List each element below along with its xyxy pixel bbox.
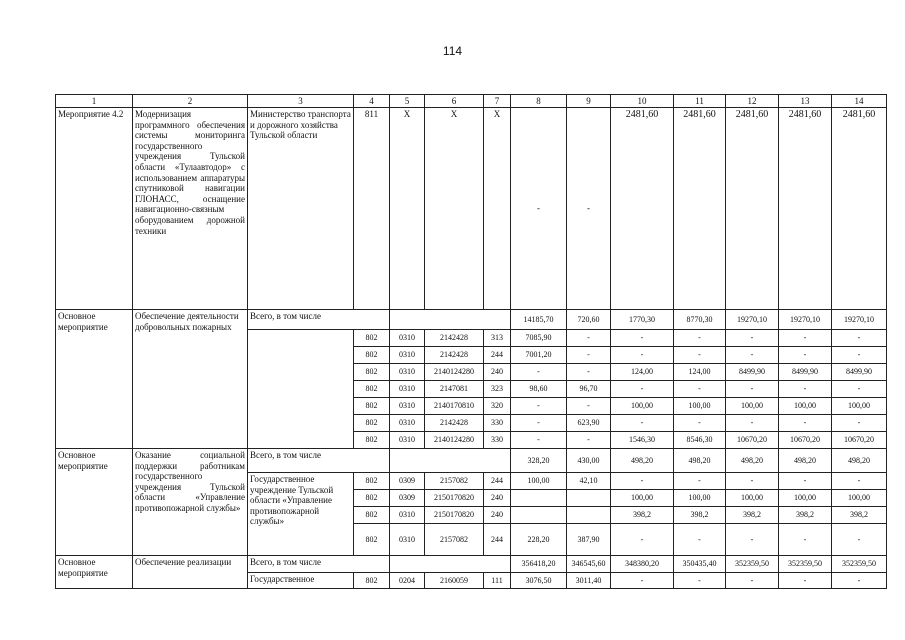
event-type: Основное мероприятие (56, 449, 133, 556)
header-cell: 6 (425, 95, 484, 108)
cell-grbs: 802 (354, 507, 390, 524)
cell-grbs: 802 (354, 524, 390, 556)
cell-vr: 244 (484, 347, 511, 364)
cell-vr: 323 (484, 381, 511, 398)
value-cell: - (726, 524, 779, 556)
value-cell: 398,2 (832, 507, 887, 524)
header-cell: 4 (354, 95, 390, 108)
cell-vr: 240 (484, 364, 511, 381)
cell-vr: 240 (484, 507, 511, 524)
cell-grbs: 802 (354, 381, 390, 398)
table-row (56, 449, 887, 473)
value-cell: - (779, 473, 832, 490)
value-cell: 8499,90 (726, 364, 779, 381)
cell-rzpr: 0310 (390, 415, 425, 432)
event-type: Основное мероприятие (56, 556, 133, 589)
value-cell: 350435,40 (674, 556, 726, 573)
cell-rzpr: 0310 (390, 364, 425, 381)
executor: Государственное учреждение Тульской области «Управление противопожарной службы» (248, 473, 354, 556)
cell-grbs: 802 (354, 347, 390, 364)
value-cell: - (567, 347, 611, 364)
value-cell: 356418,20 (511, 556, 567, 573)
value-cell: - (832, 347, 887, 364)
event-name: Обеспечение деятельности добровольных пожарных (133, 310, 248, 449)
budget-table (55, 94, 887, 589)
cell-vr: 111 (484, 573, 511, 589)
cell-vr: Х (484, 108, 511, 310)
value-cell: 100,00 (726, 490, 779, 507)
value-cell: 387,90 (567, 524, 611, 556)
value-cell: 2481,60 (674, 108, 726, 310)
header-cell: 8 (511, 95, 567, 108)
total-label: Всего, в том числе (248, 556, 390, 573)
value-cell: - (779, 415, 832, 432)
value-cell: 8499,90 (832, 364, 887, 381)
value-cell: - (511, 415, 567, 432)
value-cell: 1546,30 (611, 432, 674, 449)
header-cell: 2 (133, 95, 248, 108)
value-cell (567, 490, 611, 507)
value-cell: 96,70 (567, 381, 611, 398)
cell-rzpr: Х (390, 108, 425, 310)
value-cell: 100,00 (832, 398, 887, 415)
cell-grbs: 802 (354, 330, 390, 347)
value-cell: 498,20 (611, 449, 674, 473)
value-cell (511, 507, 567, 524)
value-cell: - (674, 473, 726, 490)
value-cell: 100,00 (779, 398, 832, 415)
value-cell: 498,20 (779, 449, 832, 473)
value-cell: - (779, 330, 832, 347)
header-cell: 11 (674, 95, 726, 108)
header-cell: 10 (611, 95, 674, 108)
event-type: Мероприятие 4.2 (56, 108, 133, 310)
value-cell: 100,00 (611, 490, 674, 507)
value-cell: 100,00 (511, 473, 567, 490)
cell-rzpr: 0310 (390, 507, 425, 524)
value-cell: - (674, 381, 726, 398)
value-cell: 352359,50 (726, 556, 779, 573)
value-cell: - (567, 364, 611, 381)
value-cell: 1770,30 (611, 310, 674, 330)
cell-csr: Х (425, 108, 484, 310)
header-cell: 14 (832, 95, 887, 108)
value-cell: - (726, 347, 779, 364)
value-cell: 398,2 (779, 507, 832, 524)
value-cell: - (674, 330, 726, 347)
value-cell (511, 490, 567, 507)
value-cell: - (511, 432, 567, 449)
value-cell: - (511, 108, 567, 310)
value-cell: 2481,60 (779, 108, 832, 310)
value-cell: - (674, 347, 726, 364)
value-cell: - (674, 415, 726, 432)
value-cell: 19270,10 (779, 310, 832, 330)
cell-csr: 2157082 (425, 473, 484, 490)
value-cell: 398,2 (726, 507, 779, 524)
value-cell: - (726, 330, 779, 347)
value-cell: - (611, 524, 674, 556)
value-cell: - (611, 347, 674, 364)
value-cell: - (611, 381, 674, 398)
cell-grbs: 802 (354, 432, 390, 449)
value-cell: - (832, 381, 887, 398)
value-cell: - (726, 473, 779, 490)
value-cell: 10670,20 (726, 432, 779, 449)
value-cell: - (611, 473, 674, 490)
header-cell: 9 (567, 95, 611, 108)
cell-rzpr: 0310 (390, 330, 425, 347)
event-name: Обеспечение реализации (133, 556, 248, 589)
event-name: Оказание социальной поддержки работникам государственного учреждения Тульской области «Управление противопожарной службы» (133, 449, 248, 556)
value-cell: - (832, 573, 887, 589)
cell-vr: 313 (484, 330, 511, 347)
value-cell: 228,20 (511, 524, 567, 556)
cell-csr: 2147081 (425, 381, 484, 398)
cell-vr: 244 (484, 524, 511, 556)
value-cell: 10670,20 (832, 432, 887, 449)
table-row (56, 310, 887, 330)
value-cell: - (611, 330, 674, 347)
value-cell: 398,2 (611, 507, 674, 524)
executor: Государственное (248, 573, 354, 589)
cell-csr: 2140170810 (425, 398, 484, 415)
value-cell: 98,60 (511, 381, 567, 398)
value-cell: 7085,90 (511, 330, 567, 347)
value-cell: - (611, 573, 674, 589)
total-label: Всего, в том числе (248, 449, 390, 473)
cell-grbs: 802 (354, 364, 390, 381)
value-cell: 124,00 (674, 364, 726, 381)
value-cell: - (567, 398, 611, 415)
event-name: Модернизация программного обеспечения системы мониторинга государственного учреждения Тульской области «Тулаавтодор» с использованием аппаратуры спутниковой навигации ГЛОНАСС, оснащение навигационно-связным оборудованием дорожной техники (133, 108, 248, 310)
cell-csr: 2142428 (425, 330, 484, 347)
value-cell: 2481,60 (611, 108, 674, 310)
cell-rzpr: 0310 (390, 398, 425, 415)
value-cell: 100,00 (674, 490, 726, 507)
header-cell: 1 (56, 95, 133, 108)
value-cell: 10670,20 (779, 432, 832, 449)
value-cell: 398,2 (674, 507, 726, 524)
value-cell: 2481,60 (832, 108, 887, 310)
value-cell (567, 507, 611, 524)
cell-csr: 2140124280 (425, 432, 484, 449)
value-cell: 346545,60 (567, 556, 611, 573)
value-cell: - (674, 524, 726, 556)
value-cell: - (779, 381, 832, 398)
value-cell: 352359,50 (779, 556, 832, 573)
cell-grbs: 802 (354, 573, 390, 589)
value-cell: 3076,50 (511, 573, 567, 589)
cell-csr: 2142428 (425, 347, 484, 364)
value-cell: 498,20 (832, 449, 887, 473)
value-cell: 100,00 (726, 398, 779, 415)
cell-vr: 244 (484, 473, 511, 490)
value-cell: 352359,50 (832, 556, 887, 573)
cell-grbs: 802 (354, 415, 390, 432)
value-cell: 430,00 (567, 449, 611, 473)
header-cell: 7 (484, 95, 511, 108)
value-cell: 8499,90 (779, 364, 832, 381)
header-cell: 13 (779, 95, 832, 108)
executor: Министерство транспорта и дорожного хозяйства Тульской области (248, 108, 354, 310)
cell-rzpr: 0204 (390, 573, 425, 589)
cell-vr: 330 (484, 432, 511, 449)
cell-csr: 2157082 (425, 524, 484, 556)
header-cell: 3 (248, 95, 354, 108)
page-number: 114 (442, 44, 463, 58)
cell-rzpr: 0309 (390, 490, 425, 507)
header-cell: 12 (726, 95, 779, 108)
value-cell: 100,00 (611, 398, 674, 415)
event-type: Основное мероприятие (56, 310, 133, 449)
header-cell: 5 (390, 95, 425, 108)
value-cell: - (779, 573, 832, 589)
total-label: Всего, в том числе (248, 310, 390, 330)
value-cell: - (511, 398, 567, 415)
value-cell: - (779, 347, 832, 364)
value-cell: - (779, 524, 832, 556)
value-cell: 328,20 (511, 449, 567, 473)
cell-rzpr: 0310 (390, 432, 425, 449)
cell-rzpr: 0310 (390, 347, 425, 364)
value-cell: - (567, 108, 611, 310)
value-cell: - (832, 473, 887, 490)
cell-vr: 320 (484, 398, 511, 415)
value-cell: 100,00 (674, 398, 726, 415)
value-cell: 720,60 (567, 310, 611, 330)
value-cell: - (726, 415, 779, 432)
value-cell: 623,90 (567, 415, 611, 432)
cell-csr: 2142428 (425, 415, 484, 432)
cell-csr: 2160059 (425, 573, 484, 589)
value-cell: 14185,70 (511, 310, 567, 330)
value-cell: 3011,40 (567, 573, 611, 589)
value-cell: - (726, 381, 779, 398)
value-cell: - (674, 573, 726, 589)
cell-csr: 2140124280 (425, 364, 484, 381)
value-cell: 19270,10 (726, 310, 779, 330)
cell-grbs: 802 (354, 398, 390, 415)
cell-grbs: 802 (354, 490, 390, 507)
value-cell: - (511, 364, 567, 381)
value-cell: 100,00 (779, 490, 832, 507)
value-cell: 498,20 (674, 449, 726, 473)
cell-vr: 240 (484, 490, 511, 507)
cell-rzpr: 0309 (390, 473, 425, 490)
value-cell: 7001,20 (511, 347, 567, 364)
value-cell: - (726, 573, 779, 589)
cell-csr: 2150170820 (425, 490, 484, 507)
value-cell: - (832, 415, 887, 432)
value-cell: - (611, 415, 674, 432)
cell-rzpr: 0310 (390, 524, 425, 556)
table-row (56, 556, 887, 573)
cell-grbs: 811 (354, 108, 390, 310)
value-cell: 348380,20 (611, 556, 674, 573)
cell-rzpr: 0310 (390, 381, 425, 398)
value-cell: - (567, 432, 611, 449)
cell-csr: 2150170820 (425, 507, 484, 524)
value-cell: 8770,30 (674, 310, 726, 330)
value-cell: 498,20 (726, 449, 779, 473)
cell-vr: 330 (484, 415, 511, 432)
value-cell: 8546,30 (674, 432, 726, 449)
value-cell: - (832, 330, 887, 347)
value-cell: 2481,60 (726, 108, 779, 310)
value-cell: - (567, 330, 611, 347)
value-cell: 124,00 (611, 364, 674, 381)
table-row (56, 108, 887, 310)
value-cell: 19270,10 (832, 310, 887, 330)
cell-grbs: 802 (354, 473, 390, 490)
value-cell: - (832, 524, 887, 556)
value-cell: 42,10 (567, 473, 611, 490)
header-row (56, 95, 887, 108)
value-cell: 100,00 (832, 490, 887, 507)
